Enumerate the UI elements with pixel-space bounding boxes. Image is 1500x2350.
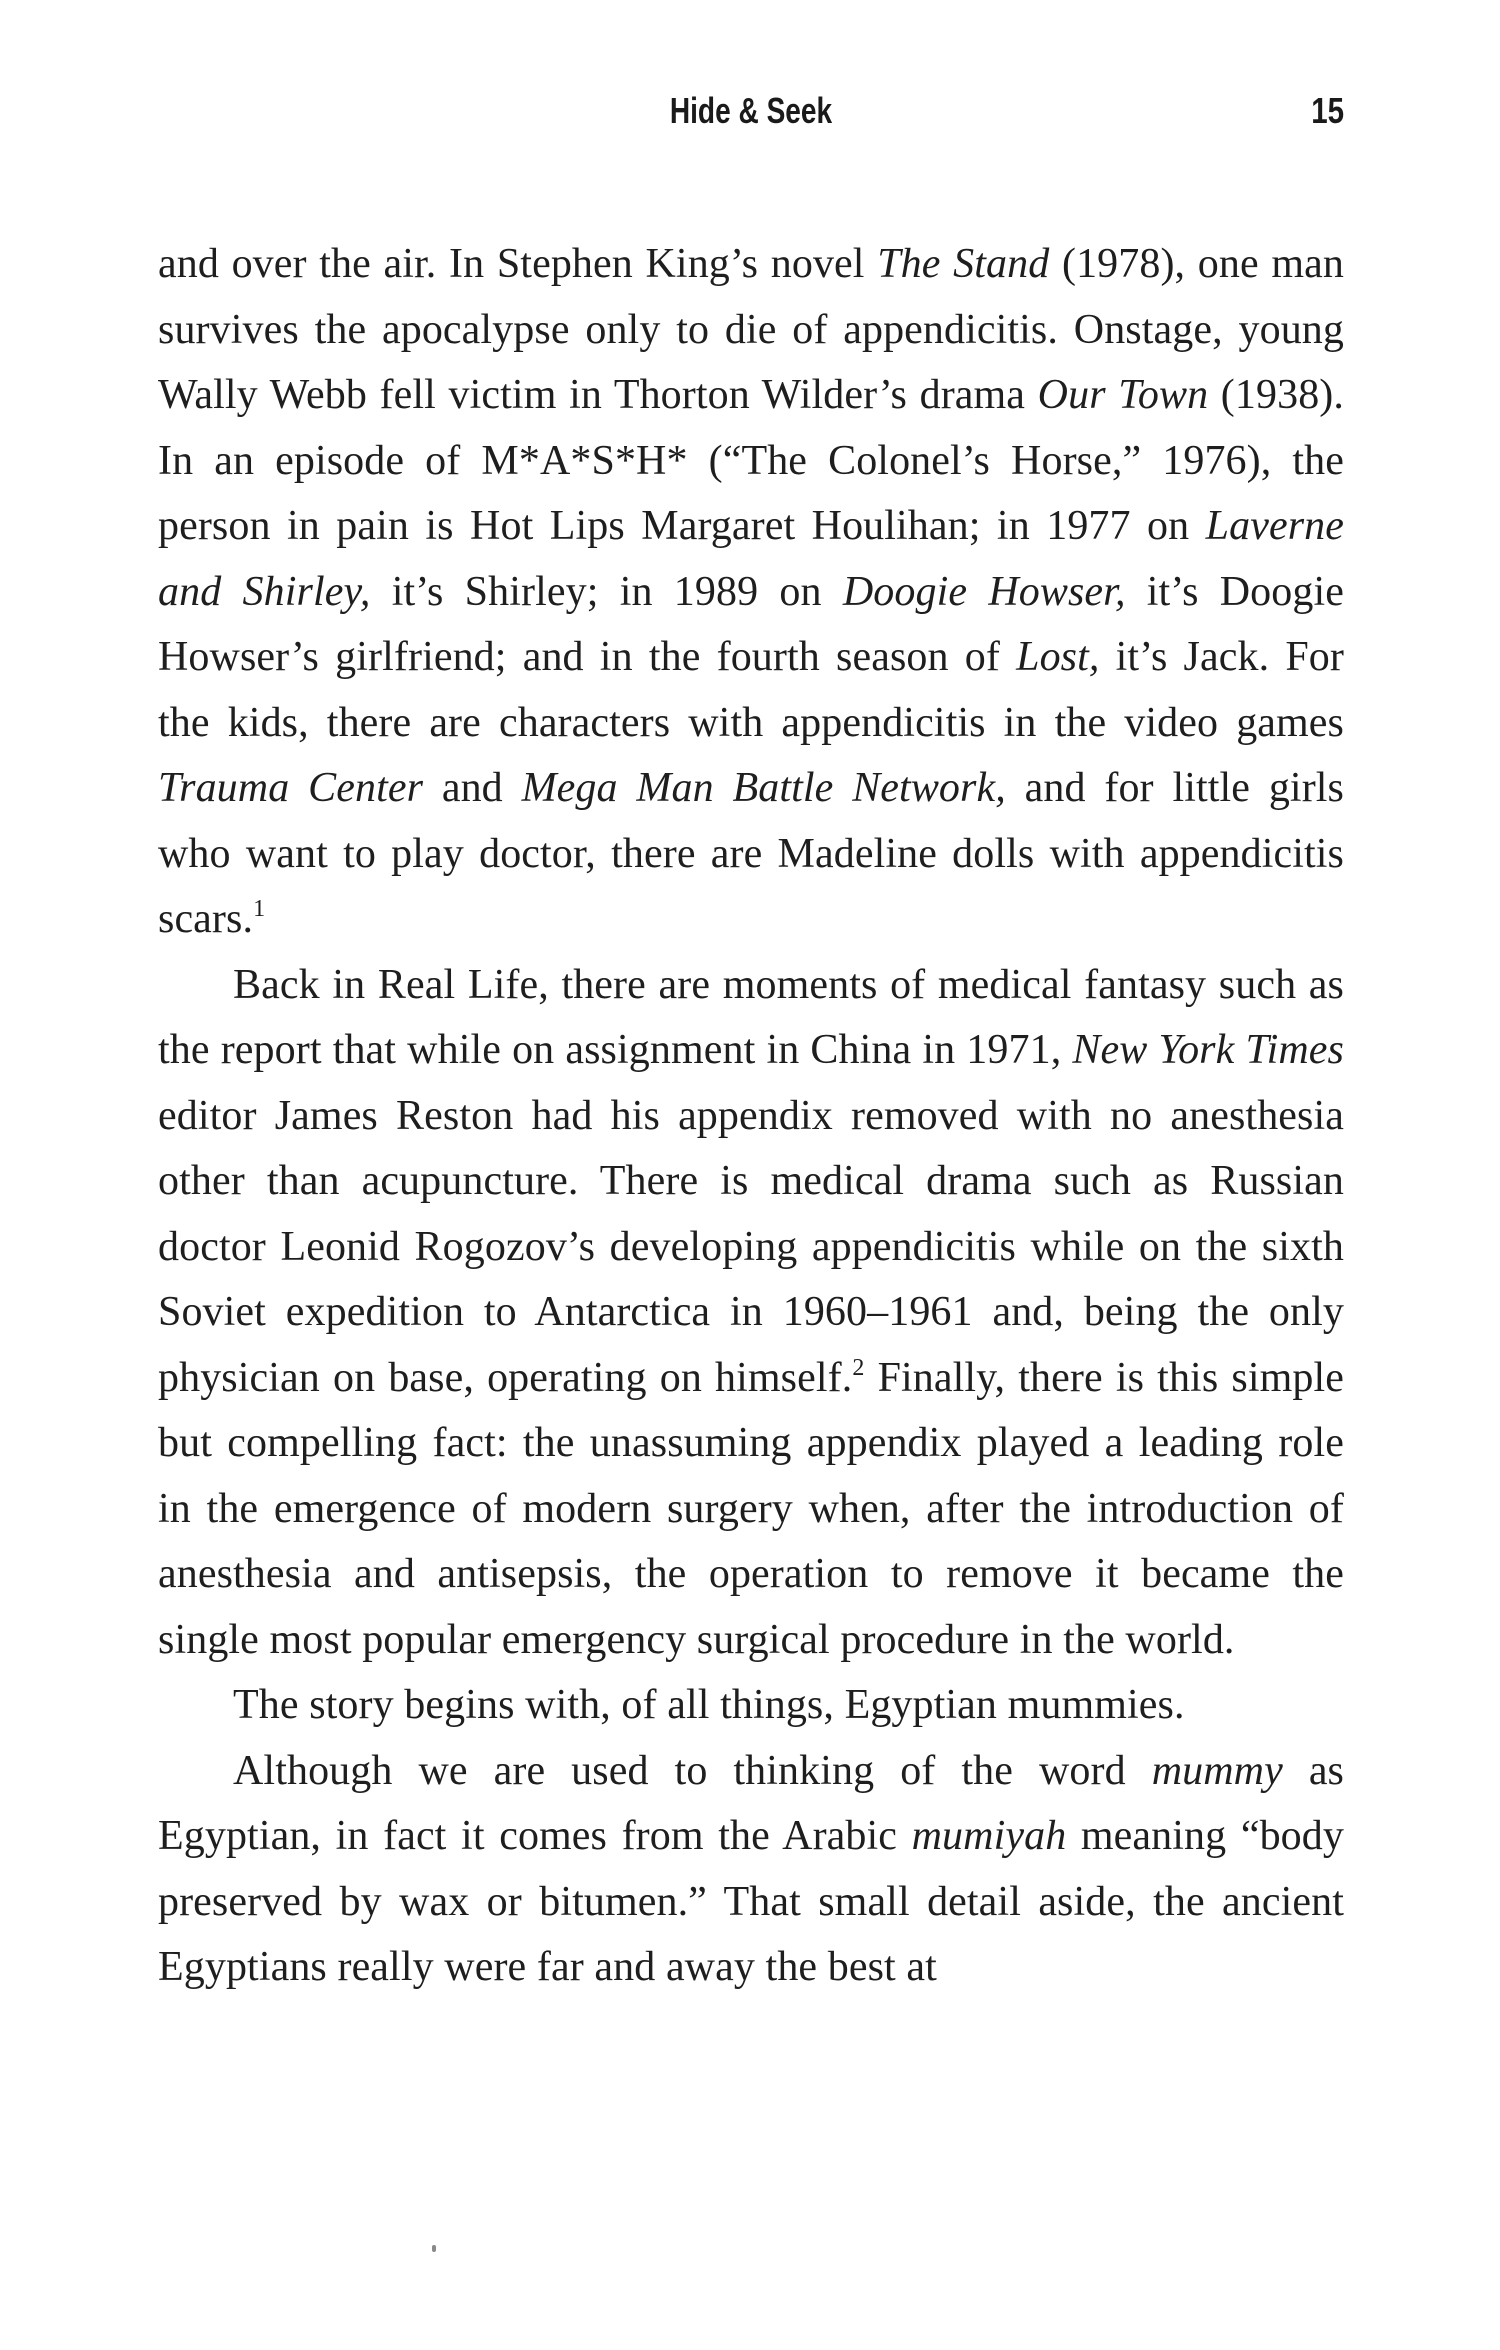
italic-text: New York Times	[1072, 1027, 1344, 1073]
italic-text: Mega Man Battle Network,	[521, 765, 1006, 811]
italic-text: Lost,	[1016, 634, 1100, 680]
text-run: Although we are used to thinking of the word	[233, 1747, 1152, 1794]
italic-text: Doogie Howser,	[842, 568, 1126, 615]
text-run: (1978), one man survives the apocalypse only to die of appendicitis. Onstage, young Wally Webb fell victim in Thorton Wilder’s drama	[158, 241, 1344, 418]
text-run: and	[423, 765, 522, 811]
paragraph-2	[158, 953, 1344, 1674]
text-run: it’s Shirley; in 1989 on	[370, 568, 843, 615]
italic-text: Trauma Center	[158, 765, 424, 811]
paragraph-1	[158, 232, 1344, 953]
text-run: Finally, there is this simple but compelling fact: the unassuming appendix played a leading role in the emergence of modern surgery when, after the introduction of anesthesia and antisepsis, the operation to remove it became the single most popular emergency surgical procedure in the world.	[158, 1354, 1344, 1663]
text-run: Back in Real Life, there are moments of medical fantasy such as the report that while on assignment in China in 1971,	[158, 961, 1344, 1073]
paragraph-4	[158, 1739, 1344, 2001]
text-run: meaning “body preserved by wax or bitumen.” That small detail aside, the ancient Egyptians really were far and away the best at	[158, 1813, 1344, 1990]
running-head-title: Hide & Seek	[669, 90, 833, 131]
text-run: and over the air. In Stephen King’s novel	[158, 241, 878, 287]
text-run: (1938). In an episode of M*A*S*H* (“The Colonel’s Horse,” 1976), the person in pain is Hot Lips Margaret Houlihan; in 1977 on	[158, 372, 1344, 549]
italic-text: mummy	[1151, 1747, 1283, 1794]
italic-text: The Stand	[877, 241, 1050, 287]
scan-speck	[432, 2245, 436, 2252]
italic-text: Laverne and Shirley,	[158, 503, 1344, 615]
text-run: it’s Doogie Howser’s girlfriend; and in the fourth season of	[158, 568, 1344, 680]
text-run: as Egyptian, in fact it comes from the Arabic	[158, 1747, 1345, 1859]
footnote-ref: 2	[852, 1354, 865, 1381]
paragraph-3	[158, 1673, 1344, 1739]
body-text	[158, 232, 1344, 2001]
footnote-ref: 1	[253, 896, 266, 922]
italic-text: Our Town	[1037, 372, 1209, 418]
text-run: it’s Jack. For the kids, there are characters with appendicitis in the video games	[158, 634, 1344, 746]
text-run: The story begins with, of all things, Egyptian mummies.	[233, 1682, 1185, 1728]
text-run: editor James Reston had his appendix removed with no anesthesia other than acupuncture. There is medical drama such as Russian doctor Leonid Rogozov’s developing appendicitis while on the sixth Soviet expedition to Antarctica in 1960–1961 and, being the only physician on base, operating on himself.	[158, 1092, 1344, 1401]
text-run: and for little girls who want to play doctor, there are Madeline dolls with appendicitis scars.	[158, 765, 1344, 942]
italic-text: mumiyah	[911, 1813, 1067, 1859]
page-number: 15	[1311, 90, 1344, 131]
running-head	[158, 90, 1344, 140]
